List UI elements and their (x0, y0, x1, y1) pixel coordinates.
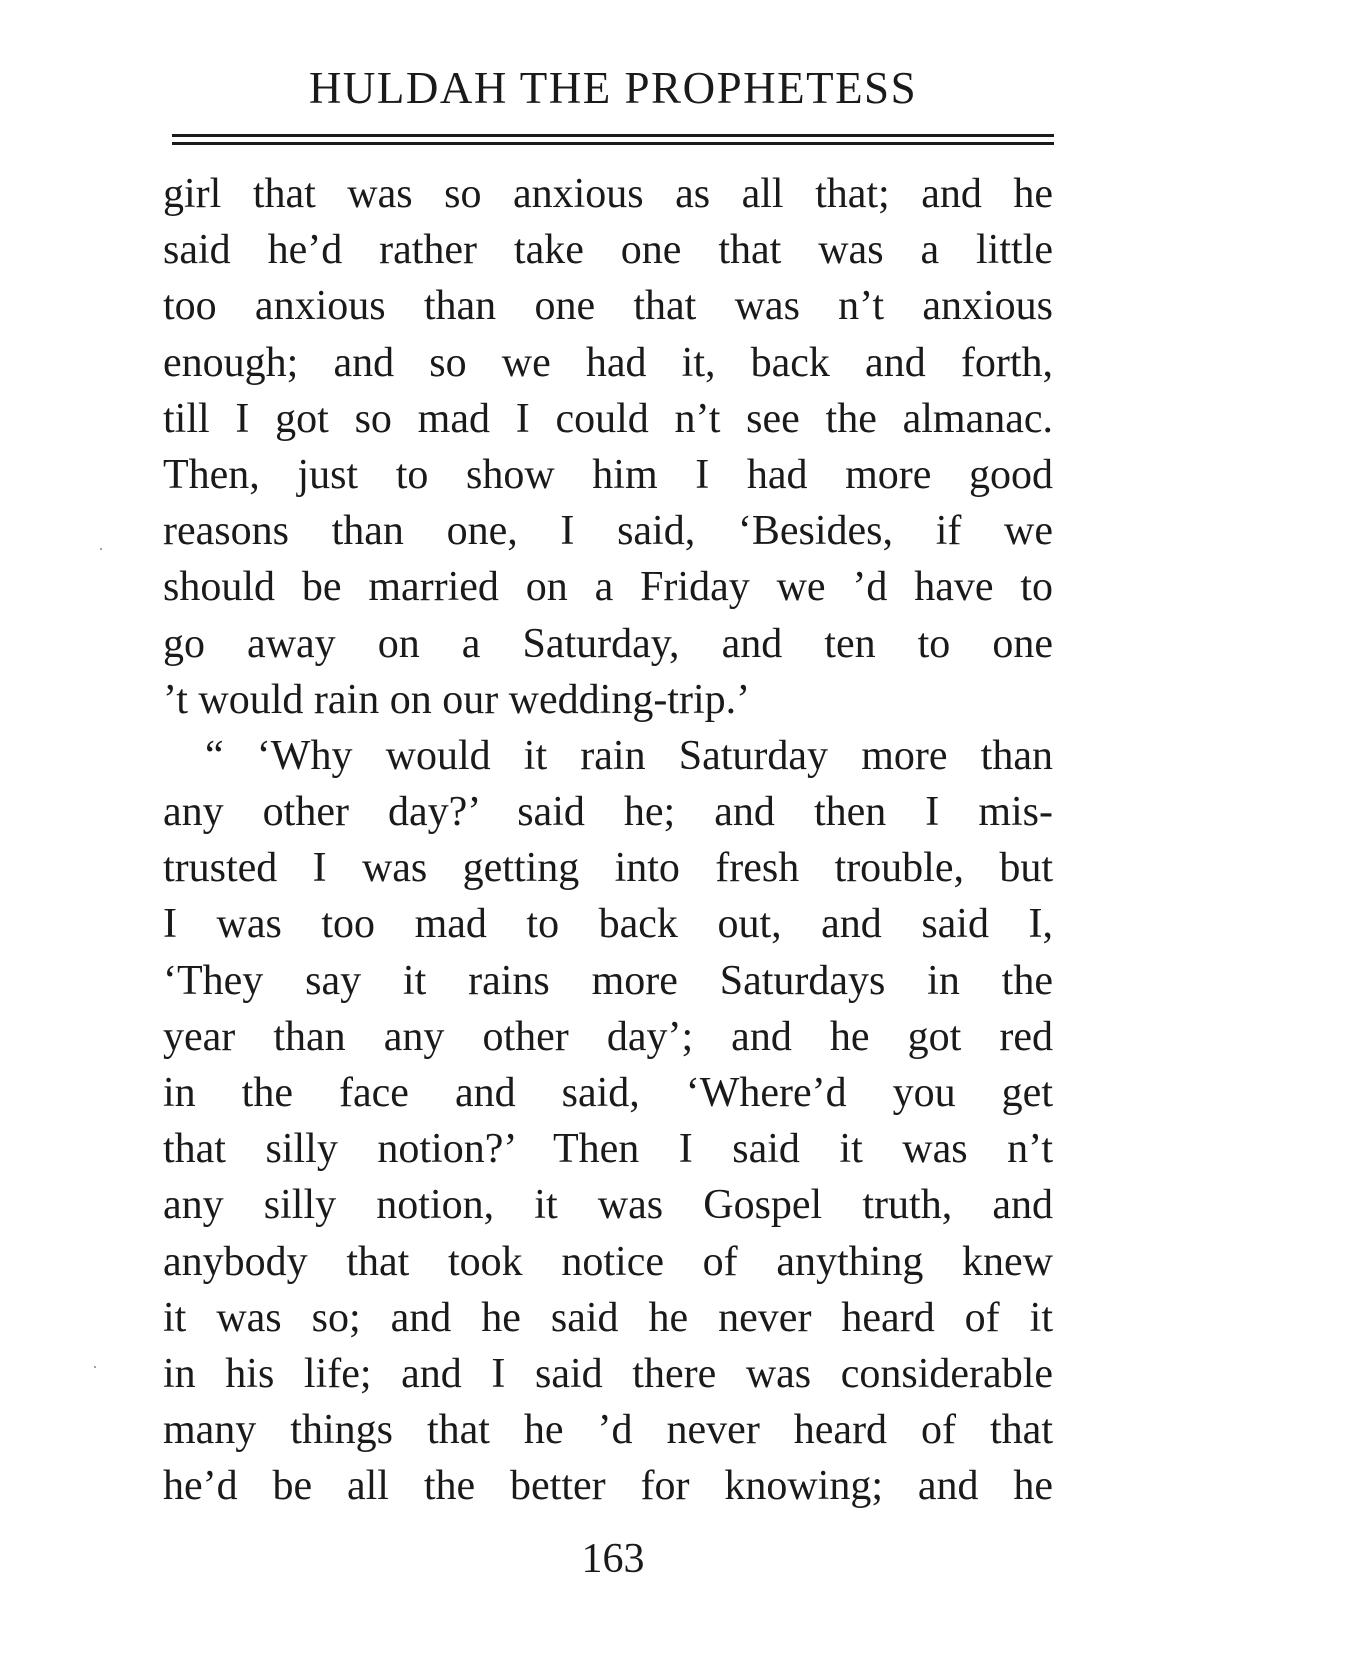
text-line-paragraph-start: “ ‘Why would it rain Saturday more than (205, 732, 1053, 779)
text-line: Then, just to show him I had more good (163, 451, 1053, 498)
text-line: in the face and said, ‘Where’d you get (163, 1070, 1053, 1116)
text-line: in his life; and I said there was considerable (163, 1350, 1053, 1397)
text-line: many things that he ’d never heard of that (163, 1407, 1053, 1454)
head-rule-top (172, 134, 1054, 137)
text-line: go away on a Saturday, and ten to one (163, 620, 1053, 667)
text-line: year than any other day’; and he got red (163, 1013, 1053, 1060)
text-line: said he’d rather take one that was a little (163, 227, 1053, 274)
text-line: should be married on a Friday we ’d have to (163, 564, 1053, 611)
text-line: too anxious than one that was n’t anxious (163, 283, 1053, 330)
text-line-paragraph-end: ’t would rain on our wedding-trip.’ (163, 676, 751, 723)
running-head: HULDAH THE PROPHETESS (308, 63, 918, 113)
text-line: I was too mad to back out, and said I, (163, 901, 1053, 948)
text-line: ‘They say it rains more Saturdays in the (163, 957, 1053, 1004)
text-line: enough; and so we had it, back and forth, (163, 339, 1053, 386)
text-line: that silly notion?’ Then I said it was n’t (163, 1126, 1053, 1173)
text-line: girl that was so anxious as all that; and he (163, 171, 1053, 217)
text-line: it was so; and he said he never heard of it (163, 1294, 1053, 1341)
text-line: trusted I was getting into fresh trouble, but (163, 845, 1053, 892)
text-line: anybody that took notice of anything knew (163, 1238, 1053, 1285)
text-line: any other day?’ said he; and then I mis- (163, 789, 1053, 836)
body-text (163, 166, 1053, 1515)
text-line: any silly notion, it was Gospel truth, and (163, 1182, 1053, 1229)
margin-speck (94, 1366, 96, 1368)
text-line: reasons than one, I said, ‘Besides, if we (163, 508, 1053, 555)
page-number: 163 (581, 1536, 645, 1582)
text-line: till I got so mad I could n’t see the almanac. (163, 395, 1053, 442)
head-rule-bottom (172, 142, 1054, 145)
margin-speck (100, 548, 102, 550)
text-line: he’d be all the better for knowing; and he (163, 1463, 1053, 1510)
